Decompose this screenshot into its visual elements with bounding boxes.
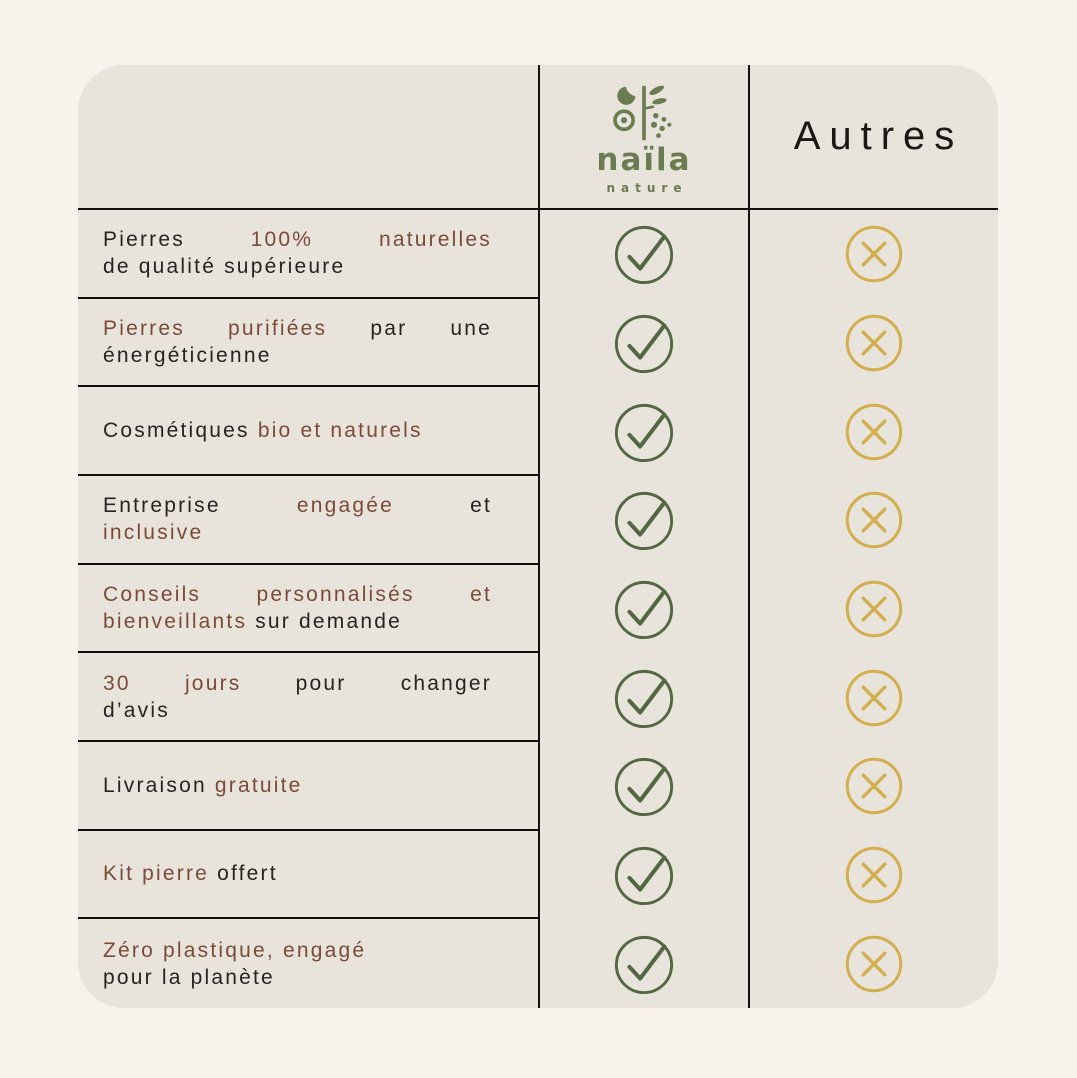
- feature-text-line: [103, 519, 492, 546]
- feature-text-segment: énergéticienne: [103, 343, 272, 367]
- feature-text-segment: pour: [295, 671, 347, 695]
- feature-text-segment: Cosmétiques: [103, 419, 250, 443]
- feature-row-label: [78, 919, 538, 1008]
- feature-text-line: [103, 253, 492, 280]
- check-circle-icon: [538, 653, 748, 742]
- competitor-header: [748, 65, 998, 210]
- check-circle-icon: [538, 919, 748, 1008]
- check-circle-icon: [538, 299, 748, 388]
- feature-row-label: [78, 831, 538, 920]
- cross-circle-icon: [748, 919, 998, 1008]
- feature-text-segment: pour la planète: [103, 965, 275, 989]
- feature-text-segment: Pierres: [103, 228, 185, 252]
- feature-text-line: [103, 697, 492, 724]
- leaf-icon: [648, 84, 665, 97]
- feature-row-label: [78, 742, 538, 831]
- feature-text-segment: offert: [217, 862, 278, 886]
- cross-circle-icon: [748, 653, 998, 742]
- feature-text-line: [103, 492, 492, 519]
- cross-circle-icon: [748, 565, 998, 654]
- brand-subtitle: nature: [606, 180, 688, 195]
- cross-circle-icon: [748, 210, 998, 299]
- feature-text-segment: Kit pierre: [103, 862, 210, 886]
- feature-row-label: [78, 565, 538, 654]
- feature-row-label: [78, 476, 538, 565]
- check-circle-icon: [538, 387, 748, 476]
- feature-text-line: [103, 772, 492, 799]
- crescent-moon-icon: [617, 87, 635, 105]
- brand-header: [538, 65, 748, 210]
- comparison-card: [78, 65, 998, 1008]
- check-circle-icon: [538, 476, 748, 565]
- check-circle-icon: [538, 210, 748, 299]
- feature-text-line: [103, 581, 492, 608]
- feature-text-segment: bienveillants: [103, 609, 248, 633]
- feature-text-segment: inclusive: [103, 521, 204, 545]
- feature-text-segment: Livraison: [103, 773, 207, 797]
- feature-text-segment: 100%: [250, 228, 314, 252]
- feature-row-label: [78, 299, 538, 388]
- cross-circle-icon: [748, 387, 998, 476]
- feature-text-segment: bio et naturels: [257, 419, 423, 443]
- check-circle-icon: [538, 742, 748, 831]
- feature-text-line: [103, 608, 492, 635]
- cross-circle-icon: [748, 831, 998, 920]
- feature-text-segment: Entreprise: [103, 494, 221, 518]
- cross-circle-icon: [748, 476, 998, 565]
- feature-text-line: [103, 342, 492, 369]
- header-feature-spacer: [78, 65, 538, 210]
- feature-text-line: [103, 670, 492, 697]
- feature-text-segment: 30 jours: [103, 671, 242, 695]
- feature-text-line: [103, 226, 492, 253]
- brand-name: naïla: [596, 142, 692, 179]
- feature-text-line: [103, 417, 492, 444]
- feature-text-segment: gratuite: [214, 773, 303, 797]
- feature-text-segment: naturelles: [378, 228, 492, 252]
- feature-text-line: [103, 964, 492, 991]
- feature-text-segment: engagée: [296, 494, 394, 518]
- feature-text-segment: Zéro plastique, engagé: [103, 938, 367, 962]
- feature-row-label: [78, 653, 538, 742]
- feature-text-segment: et: [470, 494, 492, 518]
- naila-nature-logo-icon: [595, 84, 693, 142]
- feature-row-label: [78, 387, 538, 476]
- feature-text-segment: Pierres purifiées: [103, 316, 328, 340]
- check-circle-icon: [538, 565, 748, 654]
- feature-text-segment: de qualité supérieure: [103, 255, 346, 279]
- feature-text-segment: d’avis: [103, 698, 170, 722]
- feature-row-label: [78, 210, 538, 299]
- feature-text-segment: par une: [370, 316, 492, 340]
- feature-text-line: [103, 937, 492, 964]
- check-circle-icon: [538, 831, 748, 920]
- feature-text-segment: Conseils personnalisés et: [103, 582, 492, 606]
- feature-text-segment: changer: [400, 671, 492, 695]
- cross-circle-icon: [748, 299, 998, 388]
- cross-circle-icon: [748, 742, 998, 831]
- feature-text-segment: sur demande: [255, 609, 402, 633]
- competitor-label: Autres: [793, 114, 964, 158]
- feature-text-line: [103, 860, 492, 887]
- feature-text-line: [103, 315, 492, 342]
- leaf-icon: [652, 97, 667, 106]
